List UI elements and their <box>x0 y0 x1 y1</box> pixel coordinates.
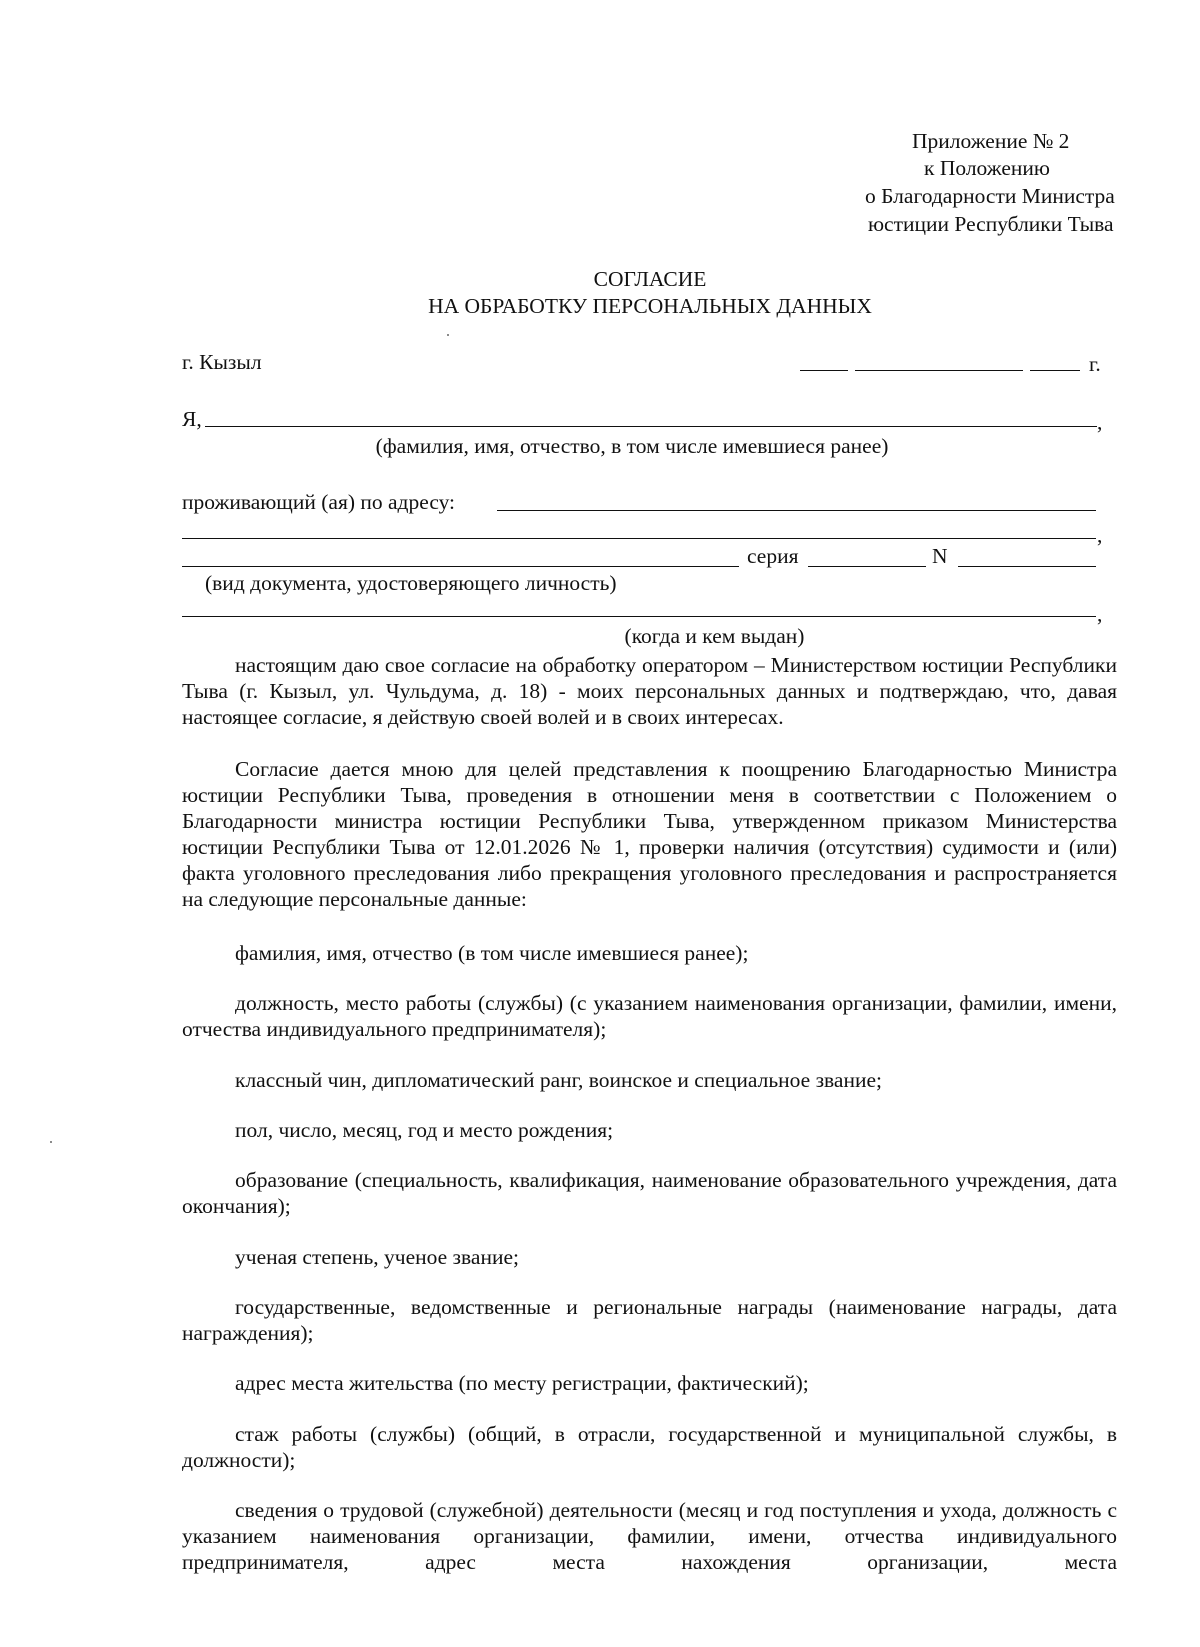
issued-comma: , <box>1097 602 1103 626</box>
city-label: г. Кызыл <box>182 350 262 374</box>
full-name-field[interactable] <box>205 426 1097 427</box>
document-hint: (вид документа, удостоверяющего личность) <box>205 571 617 595</box>
list-item: ученая степень, ученое звание; <box>235 1245 519 1269</box>
list-item: сведения о трудовой (служебной) деятельности (месяц и год поступления и ухода, должность с указанием наименования организации, фамилии, имени, отчества индивидуального предпринимателя, адрес места нахождения организации, места <box>182 1498 1117 1574</box>
purpose-paragraph: Согласие дается мною для целей представления к поощрению Благодарностью Министра юстиции Республики Тыва, проведения в отношении меня в соответствии с Положением о Благодарности министра юстиции Республики Тыва, утвержденном приказом Министерства юстиции Республики Тыва от 12.01.2026 № 1, проверки наличия (отсутствия) судимости и (или) факта уголовного преследования либо прекращения уголовного преследования и распространяется на следующие персональные данные: <box>182 757 1117 911</box>
appendix-line-3: о Благодарности Министра <box>865 184 1115 208</box>
list-item: должность, место работы (службы) (с указанием наименования организации, фамилии, имени, отчества индивидуального предпринимателя); <box>182 991 1117 1041</box>
list-item: классный чин, дипломатический ранг, воинское и специальное звание; <box>235 1068 882 1092</box>
document-number-field[interactable] <box>958 566 1096 567</box>
appendix-line-4: юстиции Республики Тыва <box>868 212 1114 236</box>
document-series-field[interactable] <box>808 566 926 567</box>
name-comma: , <box>1097 410 1103 434</box>
name-hint: (фамилия, имя, отчество, в том числе имевшиеся ранее) <box>375 434 889 458</box>
appendix-line-1: Приложение № 2 <box>912 129 1070 153</box>
consent-paragraph: настоящим даю свое согласие на обработку оператором – Министерством юстиции Республики Тыва (г. Кызыл, ул. Чульдума, д. 18) - моих персональных данных и подтверждаю, что, давая настоящее согласие, я действую своей волей и в своих интересах. <box>182 653 1117 729</box>
document-subtitle: НА ОБРАБОТКУ ПЕРСОНАЛЬНЫХ ДАННЫХ <box>428 294 872 318</box>
list-item: адрес места жительства (по месту регистрации, фактический); <box>235 1371 809 1395</box>
i-label: Я, <box>182 407 202 431</box>
issued-hint: (когда и кем выдан) <box>624 624 805 648</box>
list-item: государственные, ведомственные и региональные награды (наименование награды, дата награждения); <box>182 1295 1117 1345</box>
scan-speck <box>50 1141 52 1143</box>
series-label: серия <box>747 544 799 568</box>
date-year-field[interactable] <box>1030 370 1080 371</box>
number-label: N <box>932 544 948 568</box>
document-type-field[interactable] <box>182 566 739 567</box>
list-item: образование (специальность, квалификация, наименование образовательного учреждения, дата окончания); <box>182 1168 1117 1218</box>
date-month-field[interactable] <box>855 370 1023 371</box>
year-suffix: г. <box>1089 352 1101 376</box>
issued-field[interactable] <box>182 616 1096 617</box>
address-field-1[interactable] <box>497 510 1096 511</box>
date-day-field[interactable] <box>800 370 848 371</box>
address-comma: , <box>1097 523 1103 547</box>
appendix-line-2: к Положению <box>924 156 1050 180</box>
document-title: СОГЛАСИЕ <box>593 267 707 291</box>
scan-speck <box>447 334 449 336</box>
address-label: проживающий (ая) по адресу: <box>182 490 456 514</box>
list-item: стаж работы (службы) (общий, в отрасли, государственной и муниципальной службы, в должности); <box>182 1422 1117 1472</box>
list-item: пол, число, месяц, год и место рождения; <box>235 1118 614 1142</box>
list-item: фамилия, имя, отчество (в том числе имевшиеся ранее); <box>235 941 749 965</box>
address-field-2[interactable] <box>182 538 1096 539</box>
